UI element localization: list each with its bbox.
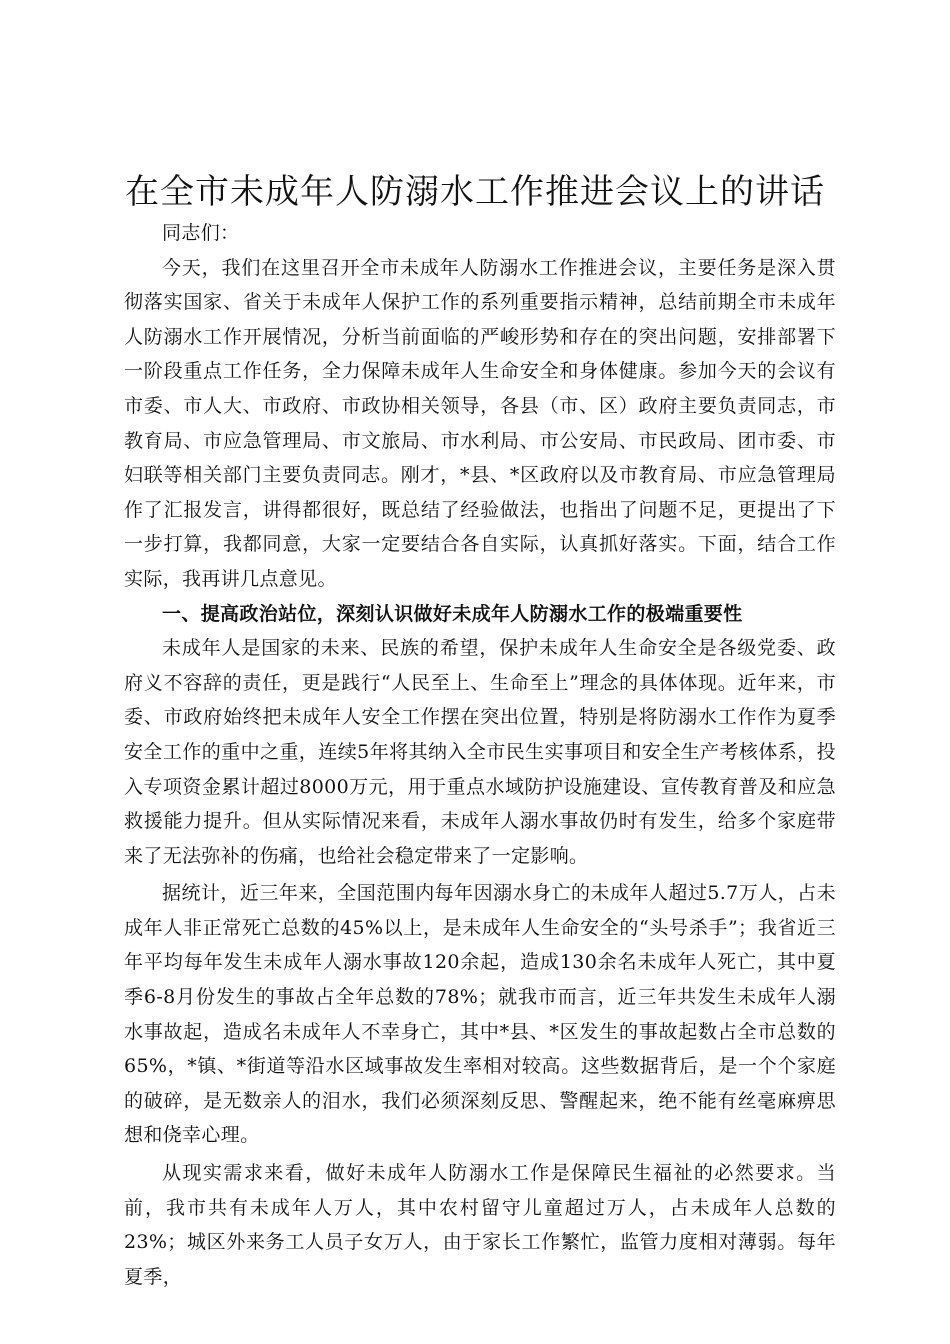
paragraph-statistics: 据统计，近三年来，全国范围内每年因溺水身亡的未成年人超过5.7万人，占未成年人非正常死亡总数的45%以上，是未成年人生命安全的“头号杀手”；我省近三年平均每年发生未成年人溺水事故120余起，造成130余名未成年人死亡，其中夏季6-8月份发生的事故占全年总数的78%；就我市而言，近三年共发生未成年人溺水事故起，造成名未成年人不幸身亡，其中*县、*区发生的事故起数占全市总数的65%，*镇、*街道等沿水区域事故发生率相对较高。这些数据背后，是一个个家庭的破碎，是无数亲人的泪水，我们必须深刻反思、警醒起来，绝不能有丝毫麻痹思想和侥幸心理。 [124, 882, 836, 1147]
paragraph-importance: 未成年人是国家的未来、民族的希望，保护未成年人生命安全是各级党委、政府义不容辞的责任，更是践行“人民至上、生命至上”理念的具体体现。近年来，市委、市政府始终把未成年人安全工作摆在突出位置，特别是将防溺水工作作为夏季安全工作的重中之重，连续5年将其纳入全市民生实事项目和安全生产考核体系，投入专项资金累计超过8000万元，用于重点水域防护设施建设、宣传教育普及和应急救援能力提升。但从实际情况来看，未成年人溺水事故仍时有发生，给多个家庭带来了无法弥补的伤痛，也给社会稳定带来了一定影响。 [124, 637, 836, 867]
document-title: 在全市未成年人防溺水工作推进会议上的讲话 [125, 172, 825, 212]
paragraph-intro: 今天，我们在这里召开全市未成年人防溺水工作推进会议，主要任务是深入贯彻落实国家、省关于未成年人保护工作的系列重要指示精神，总结前期全市未成年人防溺水工作开展情况，分析当前面临的严峻形势和存在的突出问题，安排部署下一阶段重点工作任务，全力保障未成年人生命安全和身体健康。参加今天的会议有市委、市人大、市政府、市政协相关领导，各县（市、区）政府主要负责同志，市教育局、市应急管理局、市文旅局、市水利局、市公安局、市民政局、团市委、市妇联等相关部门主要负责同志。刚才，*县、*区政府以及市教育局、市应急管理局作了汇报发言，讲得都很好，既总结了经验做法，也指出了问题不足，更提出了下一步打算，我都同意，大家一定要结合各自实际，认真抓好落实。下面，结合工作实际，我再讲几点意见。 [124, 256, 836, 590]
salutation: 同志们： [162, 222, 240, 244]
paragraph-reality: 从现实需求来看，做好未成年人防溺水工作是保障民生福祉的必然要求。当前，我市共有未成年人万人，其中农村留守儿童超过万人，占未成年人总数的23%；城区外来务工人员子女万人，由于家长工作繁忙，监管力度相对薄弱。每年夏季， [124, 1162, 836, 1288]
document-body [124, 216, 836, 1294]
section-heading-1: 一、提高政治站位，深刻认识做好未成年人防溺水工作的极端重要性 [162, 602, 743, 625]
